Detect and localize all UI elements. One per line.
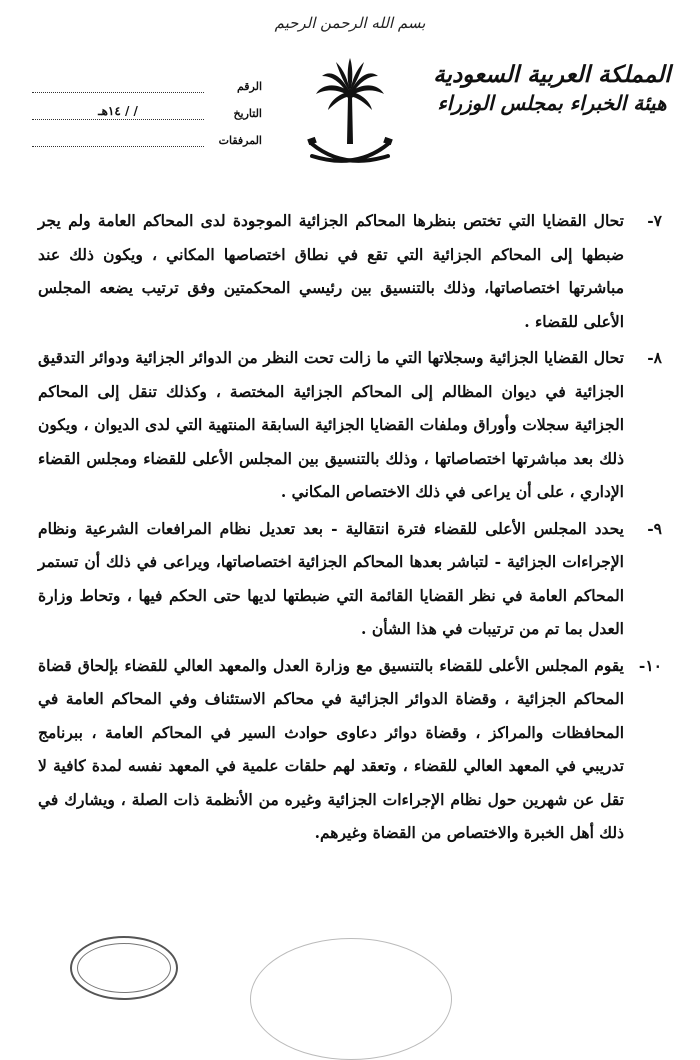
article-text: يحدد المجلس الأعلى للقضاء فترة انتقالية - بعد تعديل نظام المرافعات الشرعية ونظام الإجراءات الجزائية - لتباشر بعدها المحاكم الجزائية اختصاصاتها، ويراعى في ذلك أن تستمر المحاكم العامة في نظر القضايا القائمة التي ضبطتها لديها حتى الحكم فيها ، وتحاط وزارة العدل بما تم من ترتيبات في هذا الشأن . — [38, 518, 624, 638]
article-number: ١٠- — [638, 655, 662, 675]
attachments-line — [32, 134, 204, 147]
official-seal-icon — [70, 936, 178, 1000]
saudi-emblem-icon — [300, 52, 400, 172]
attachments-field — [32, 120, 262, 147]
organization-header — [432, 60, 672, 116]
org-department: هيئة الخبراء بمجلس الوزراء — [437, 90, 667, 115]
article-7 — [38, 204, 662, 338]
article-number: ٩- — [647, 518, 662, 538]
reference-fields — [32, 66, 262, 147]
date-line — [32, 104, 204, 120]
article-number: ٨- — [647, 348, 662, 367]
article-number: ٧- — [647, 211, 662, 230]
date-field — [32, 93, 262, 120]
basmala: بسم الله الرحمن الرحيم — [274, 14, 426, 32]
org-name: المملكة العربية السعودية — [433, 61, 671, 88]
number-label: الرقم — [236, 80, 262, 93]
article-10 — [38, 649, 662, 850]
faint-stamp-icon — [250, 938, 452, 1060]
article-text: يقوم المجلس الأعلى للقضاء بالتنسيق مع وزارة العدل والمعهد العالي للقضاء بإلحاق قضاة المحاكم الجزائية ، وقضاة الدوائر الجزائية في محاكم الاستئناف وفي المحاكم العامة في المحافظات والمراكز ، وقضاة دوائر دعاوى حوادث السير في المحاكم العامة ، ببرنامج تدريبي في المعهد العالي للقضاء ، وتعقد لهم حلقات علمية في المعهد نفسه لمدة كافية لا تقل عن شهرين حول نظام الإجراءات الجزائية وغيره من الأنظمة ذات الصلة ، ويشارك في ذلك أهل الخبرة والاختصاص من القضاة وغيرهم. — [38, 655, 624, 842]
attachments-label: المرفقات — [218, 134, 262, 147]
articles-list — [38, 204, 662, 853]
number-line — [32, 80, 204, 93]
article-text: تحال القضايا الجزائية وسجلاتها التي ما زالت تحت النظر من الدوائر الجزائية ودوائر التدقيق الجزائية في ديوان المظالم إلى المحاكم الجزائية المختصة ، وكذلك تنقل إلى المحاكم الجزائية سجلات وأوراق وملفات القضايا الجزائية السابقة المنتهية التي لدى الديوان ، ويكون ذلك بعد مباشرتها اختصاصاتها ، وذلك بالتنسيق بين المجلس الأعلى للقضاء ومجلس القضاء الإداري ، على أن يراعى في ذلك الاختصاص المكاني . — [38, 348, 624, 501]
number-field — [32, 66, 262, 93]
date-label: التاريخ — [233, 107, 262, 120]
article-8 — [38, 341, 662, 509]
article-text: تحال القضايا التي تختص بنظرها المحاكم الجزائية الموجودة لدى المحاكم العامة ولم يجر ضبطها إلى المحاكم الجزائية التي تقع في نطاق اختصاصها المكاني ، ويكون ذلك عند مباشرتها اختصاصاتها، وذلك بالتنسيق بين رئيسي المحكمتين وفق ترتيب يضعه المجلس الأعلى للقضاء . — [38, 211, 624, 331]
article-9 — [38, 512, 662, 646]
date-template: / / ١٤هـ — [98, 104, 138, 118]
